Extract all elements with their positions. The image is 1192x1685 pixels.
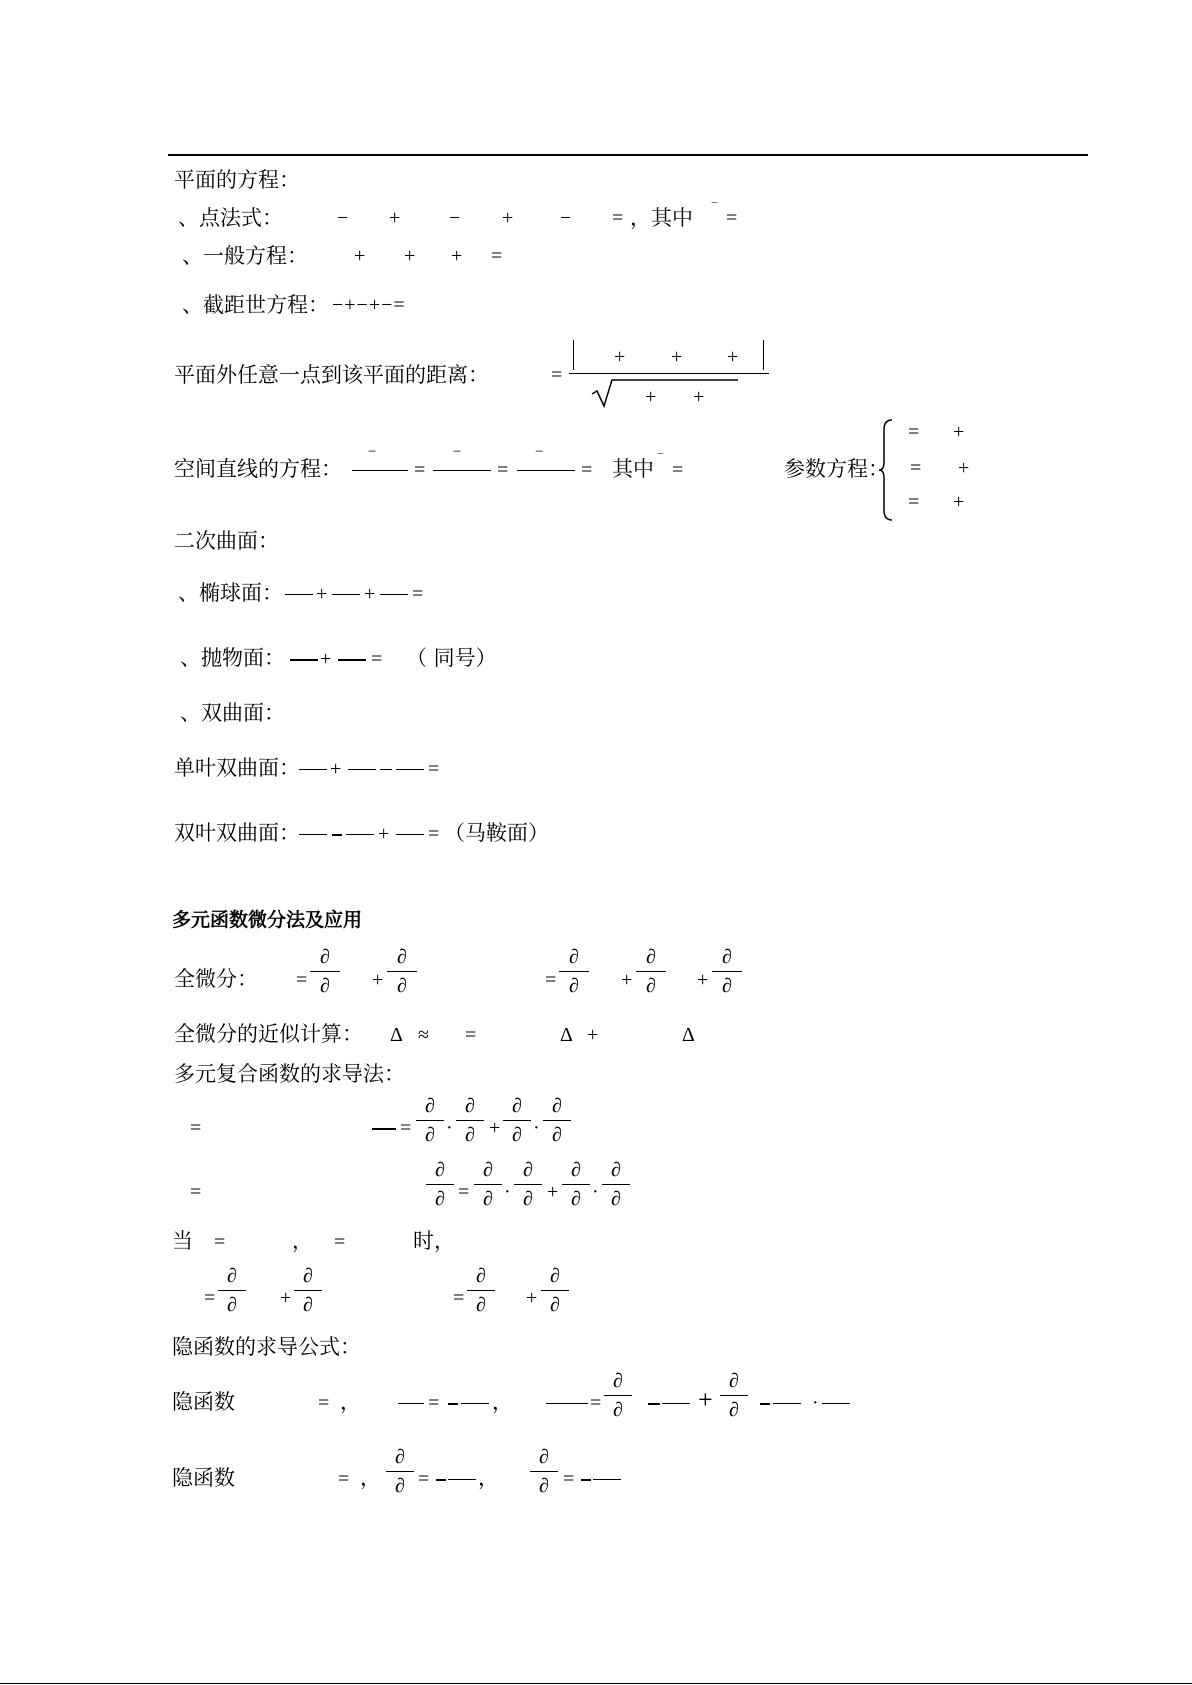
partial-sign: ∂ [303, 1265, 313, 1287]
general-op: + [451, 245, 463, 267]
chain-rule-label: 多元复合函数的求导法： [174, 1062, 405, 1086]
plus-sign: + [697, 969, 709, 991]
distance-fraction-bar [569, 373, 769, 374]
minus-sign [436, 1479, 446, 1481]
eq-sign: = [296, 969, 308, 991]
plus-sign: + [698, 1385, 713, 1414]
comma: ， [360, 1466, 381, 1490]
partial-fraction [294, 1264, 322, 1317]
partial-sign: ∂ [435, 1188, 445, 1210]
point-normal-op: + [502, 207, 514, 229]
distance-den-op: + [693, 386, 705, 408]
paraboloid-plus: + [320, 648, 332, 670]
eq-sign: = [400, 1117, 412, 1139]
line-eq: = [414, 459, 426, 481]
line-frac-bar-1 [352, 470, 408, 471]
derivative-bar [662, 1403, 690, 1404]
line-label: 空间直线的方程： [174, 457, 342, 481]
abs-bar-left [573, 340, 574, 370]
partial-sign: ∂ [476, 1265, 486, 1287]
two-sheet-label: 双叶双曲面： [174, 821, 300, 845]
param-eq: = [908, 421, 920, 443]
eq-sign: = [418, 1468, 430, 1490]
partial-sign: ∂ [395, 1475, 405, 1497]
left-brace-icon [878, 418, 894, 522]
partial-sign: ∂ [729, 1399, 739, 1421]
two-sheet-minus [332, 834, 342, 836]
line-minus: − [368, 444, 377, 460]
general-label: 、一般方程： [182, 244, 308, 268]
partial-fraction [514, 1158, 542, 1211]
derivative-bar [593, 1479, 621, 1480]
plus-sign: + [526, 1287, 538, 1309]
derivative-bar [398, 1403, 424, 1404]
partial-sign: ∂ [569, 975, 579, 997]
plus-sign: + [372, 969, 384, 991]
eq-sign: = [458, 1181, 470, 1203]
plus-sign: + [587, 1024, 599, 1046]
point-normal-op: − [449, 207, 461, 229]
plus-sign: + [280, 1287, 292, 1309]
partial-sign: ∂ [465, 1095, 475, 1117]
one-sheet-frac [299, 769, 327, 770]
partial-sign: ∂ [425, 1124, 435, 1146]
partial-sign: ∂ [611, 1188, 621, 1210]
intercept-label: 、截距世方程： [182, 293, 329, 317]
paraboloid-eq: = [371, 648, 383, 670]
partial-sign: ∂ [320, 946, 330, 968]
point-normal-op: − [560, 207, 572, 229]
derivative-bar [461, 1403, 489, 1404]
comma: ， [292, 1229, 313, 1253]
implicit-label-2: 隐函数 [172, 1466, 235, 1490]
partial-fraction [426, 1158, 454, 1211]
param-plus: + [953, 421, 965, 443]
when-label: 当 [172, 1229, 193, 1253]
eq-sign: = [590, 1392, 602, 1414]
partial-sign: ∂ [722, 975, 732, 997]
one-sheet-eq: = [428, 758, 440, 780]
partial-sign: ∂ [227, 1265, 237, 1287]
delta-sign: Δ [682, 1024, 695, 1046]
point-normal-vec-bar: ‾ [712, 202, 717, 217]
approx-sign: ≈ [418, 1024, 429, 1046]
paraboloid-frac [290, 659, 318, 661]
partial-sign: ∂ [571, 1159, 581, 1181]
partial-fraction [720, 1369, 748, 1422]
partial-sign: ∂ [569, 946, 579, 968]
partial-sign: ∂ [483, 1188, 493, 1210]
distance-num-op: + [614, 346, 626, 368]
partial-fraction [543, 1094, 571, 1147]
paraboloid-label: 、抛物面： [180, 646, 285, 670]
saddle-note: （马鞍面） [444, 821, 549, 845]
partial-sign: ∂ [435, 1159, 445, 1181]
delta-sign: Δ [560, 1024, 573, 1046]
dot-sign: · [446, 1117, 453, 1139]
partial-fraction [604, 1369, 632, 1422]
delta-sign: Δ [390, 1024, 403, 1046]
comma: ， [340, 1390, 361, 1414]
partial-sign: ∂ [483, 1159, 493, 1181]
param-label: 参数方程： [784, 457, 889, 481]
footer-rule [0, 1683, 1192, 1684]
abs-bar-right [763, 340, 764, 370]
sqrt-icon [590, 378, 740, 408]
partial-fraction [456, 1094, 484, 1147]
partial-sign: ∂ [539, 1475, 549, 1497]
plus-sign: + [489, 1117, 501, 1139]
distance-eq: = [551, 364, 563, 386]
partial-fraction [467, 1264, 495, 1317]
eq-sign: = [214, 1231, 226, 1253]
eq-sign: = [465, 1024, 477, 1046]
partial-sign: ∂ [539, 1446, 549, 1468]
two-sheet-frac [346, 834, 374, 835]
partial-sign: ∂ [523, 1159, 533, 1181]
comma: ， [478, 1466, 499, 1490]
dot-sign: · [533, 1117, 540, 1139]
paraboloid-frac [338, 659, 366, 661]
partial-sign: ∂ [552, 1095, 562, 1117]
two-sheet-frac [299, 834, 327, 835]
partial-fraction [562, 1158, 590, 1211]
partial-fraction [602, 1158, 630, 1211]
plane-eq-title: 平面的方程： [174, 168, 300, 192]
hyperboloid-title: 、双曲面： [180, 701, 285, 725]
line-vec-bar: ‾ [658, 453, 663, 468]
partial-fraction [712, 945, 742, 998]
partial-fraction [541, 1264, 569, 1317]
dot-sign: · [812, 1392, 819, 1414]
partial-sign: ∂ [646, 946, 656, 968]
approx-label: 全微分的近似计算： [174, 1022, 363, 1046]
distance-num-op: + [727, 346, 739, 368]
point-normal-where: ，其中 [630, 206, 693, 230]
partial-sign: ∂ [397, 975, 407, 997]
partial-sign: ∂ [227, 1294, 237, 1316]
param-eq: = [908, 491, 920, 513]
implicit-title: 隐函数的求导公式： [172, 1335, 361, 1359]
partial-sign: ∂ [512, 1095, 522, 1117]
partial-sign: ∂ [729, 1370, 739, 1392]
ellipsoid-label: 、椭球面： [178, 581, 283, 605]
partial-sign: ∂ [303, 1294, 313, 1316]
eq-sign: = [318, 1392, 330, 1414]
partial-sign: ∂ [552, 1124, 562, 1146]
one-sheet-frac [348, 769, 376, 770]
paraboloid-tail: （ 同号） [406, 646, 497, 670]
two-sheet-frac [396, 834, 424, 835]
param-eq: = [910, 457, 922, 479]
partial-sign: ∂ [613, 1370, 623, 1392]
partial-fraction [636, 945, 666, 998]
line-eq: = [581, 459, 593, 481]
partial-fraction [559, 945, 589, 998]
line-frac-bar-2 [433, 470, 491, 471]
partial-sign: ∂ [646, 975, 656, 997]
partial-fraction [503, 1094, 531, 1147]
implicit-label-1: 隐函数 [172, 1390, 235, 1414]
derivative-bar [448, 1479, 476, 1480]
ellipsoid-frac [380, 594, 408, 595]
two-sheet-eq: = [428, 823, 440, 845]
param-plus: + [953, 491, 965, 513]
general-op: + [404, 245, 416, 267]
total-diff-label: 全微分： [174, 967, 258, 991]
partial-fraction [218, 1264, 246, 1317]
intercept-ops: −+−+−= [332, 294, 406, 316]
partial-sign: ∂ [397, 946, 407, 968]
when-tail: 时， [413, 1229, 455, 1253]
partial-fraction [474, 1158, 502, 1211]
comma: ， [492, 1390, 513, 1414]
one-sheet-minus [380, 769, 392, 770]
partial-sign: ∂ [722, 946, 732, 968]
eq-sign: = [453, 1287, 465, 1309]
partial-sign: ∂ [523, 1188, 533, 1210]
ellipsoid-plus: + [316, 583, 328, 605]
partial-sign: ∂ [320, 975, 330, 997]
point-normal-op: − [337, 207, 349, 229]
header-rule [168, 154, 1088, 156]
plus-sign: + [621, 969, 633, 991]
distance-label: 平面外任意一点到该平面的距离： [174, 363, 489, 387]
partial-sign: ∂ [465, 1124, 475, 1146]
eq-sign: = [190, 1181, 202, 1203]
line-eq: = [497, 459, 509, 481]
one-sheet-label: 单叶双曲面： [174, 756, 300, 780]
partial-fraction [530, 1445, 558, 1498]
partial-fraction [416, 1094, 444, 1147]
ellipsoid-eq: = [412, 583, 424, 605]
derivative-bar [822, 1403, 850, 1404]
point-normal-label: 、点法式： [178, 206, 283, 230]
general-op: + [354, 245, 366, 267]
ellipsoid-frac [332, 594, 360, 595]
one-sheet-frac [396, 769, 424, 770]
param-plus: + [958, 457, 970, 479]
partial-sign: ∂ [611, 1159, 621, 1181]
minus-sign [760, 1403, 770, 1405]
line-minus: − [453, 444, 462, 460]
section-heading: 多元函数微分法及应用 [172, 909, 363, 931]
general-op: = [491, 245, 503, 267]
partial-fraction [387, 945, 417, 998]
partial-sign: ∂ [476, 1294, 486, 1316]
eq-sign: = [190, 1117, 202, 1139]
point-normal-op: = [726, 207, 738, 229]
dot-sign: · [592, 1181, 599, 1203]
partial-sign: ∂ [425, 1095, 435, 1117]
distance-num-op: + [671, 346, 683, 368]
derivative-bar [546, 1403, 588, 1404]
eq-sign: = [428, 1392, 440, 1414]
eq-sign: = [334, 1231, 346, 1253]
ellipsoid-plus: + [364, 583, 376, 605]
partial-sign: ∂ [613, 1399, 623, 1421]
eq-sign: = [204, 1287, 216, 1309]
distance-den-op: + [645, 386, 657, 408]
minus-sign [581, 1479, 591, 1481]
line-eq: = [672, 459, 684, 481]
point-normal-op: + [389, 207, 401, 229]
derivative-bar [372, 1128, 396, 1130]
partial-sign: ∂ [550, 1265, 560, 1287]
partial-sign: ∂ [571, 1188, 581, 1210]
partial-sign: ∂ [550, 1294, 560, 1316]
line-where: 其中 [612, 457, 654, 481]
minus-sign [648, 1403, 660, 1405]
minus-sign [448, 1403, 458, 1405]
eq-sign: = [563, 1468, 575, 1490]
dot-sign: · [504, 1181, 511, 1203]
eq-sign: = [545, 969, 557, 991]
partial-sign: ∂ [512, 1124, 522, 1146]
partial-fraction [386, 1445, 414, 1498]
partial-fraction [310, 945, 340, 998]
partial-sign: ∂ [395, 1446, 405, 1468]
two-sheet-plus: + [378, 823, 390, 845]
line-minus: − [535, 444, 544, 460]
line-frac-bar-3 [517, 470, 575, 471]
point-normal-op: = [612, 207, 624, 229]
one-sheet-plus: + [330, 758, 342, 780]
plus-sign: + [547, 1181, 559, 1203]
derivative-bar [773, 1403, 801, 1404]
ellipsoid-frac [285, 594, 313, 595]
quadric-title: 二次曲面： [174, 529, 279, 553]
eq-sign: = [338, 1468, 350, 1490]
